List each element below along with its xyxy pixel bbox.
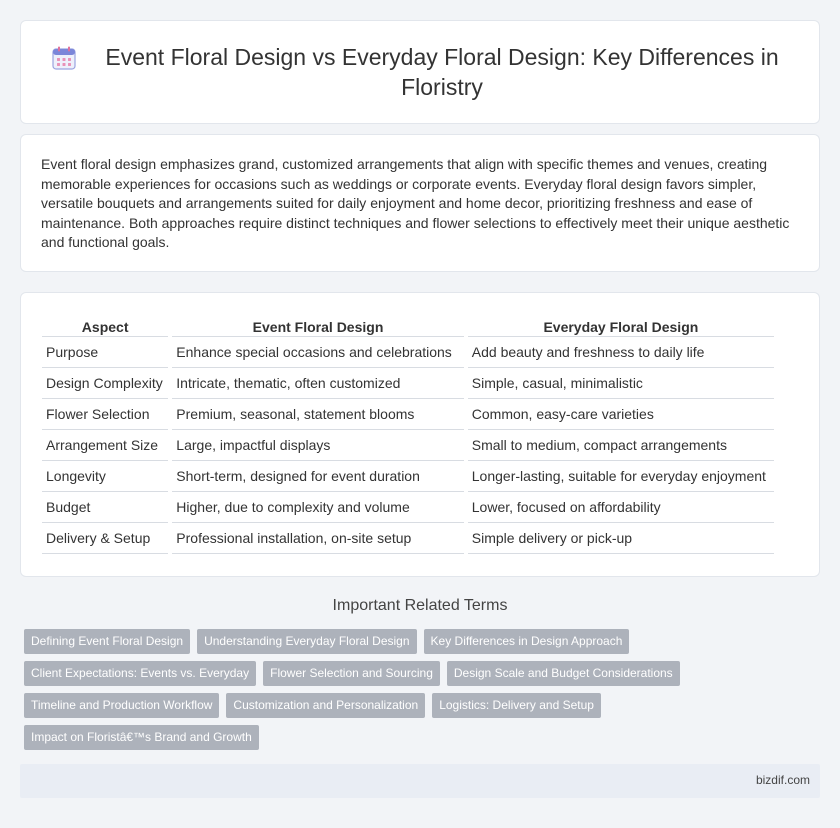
tag-link[interactable]: Key Differences in Design Approach [424,629,630,654]
table-cell: Lower, focused on affordability [468,492,774,523]
table-cell: Arrangement Size [42,430,168,461]
table-cell: Small to medium, compact arrangements [468,430,774,461]
column-header-aspect: Aspect [42,315,168,337]
table-cell: Add beauty and freshness to daily life [468,337,774,368]
table-cell: Intricate, thematic, often customized [172,368,463,399]
table-cell: Design Complexity [42,368,168,399]
table-row [42,368,774,399]
table-cell: Purpose [42,337,168,368]
comparison-table-card [20,292,820,577]
tag-link[interactable]: Client Expectations: Events vs. Everyday [24,661,256,686]
tag-link[interactable]: Impact on Floristâ€™s Brand and Growth [24,725,259,750]
table-cell: Higher, due to complexity and volume [172,492,463,523]
table-cell: Large, impactful displays [172,430,463,461]
related-terms-list [24,629,724,757]
table-cell: Delivery & Setup [42,523,168,554]
table-cell: Budget [42,492,168,523]
table-cell: Enhance special occasions and celebrations [172,337,463,368]
tag-row [24,629,724,654]
table-cell: Professional installation, on-site setup [172,523,463,554]
tag-link[interactable]: Defining Event Floral Design [24,629,190,654]
column-header-everyday: Everyday Floral Design [468,315,774,337]
table-cell: Premium, seasonal, statement blooms [172,399,463,430]
tag-row [24,725,724,750]
table-cell: Longevity [42,461,168,492]
intro-card [20,134,820,272]
tag-link[interactable]: Flower Selection and Sourcing [263,661,440,686]
table-row [42,492,774,523]
table-cell: Longer-lasting, suitable for everyday enjoyment [468,461,774,492]
header-card [20,20,820,124]
calendar-icon [51,45,77,71]
table-row [42,461,774,492]
table-header-row [42,315,774,337]
tag-link[interactable]: Timeline and Production Workflow [24,693,219,718]
table-cell: Flower Selection [42,399,168,430]
tag-row [24,693,724,718]
related-terms-title: Important Related Terms [332,597,508,614]
footer-site-link[interactable]: bizdif.com [755,773,810,787]
table-cell: Simple, casual, minimalistic [468,368,774,399]
table-cell: Simple delivery or pick-up [468,523,774,554]
page-title: Event Floral Design vs Everyday Floral Design: Key Differences in Floristry [105,44,779,100]
tag-link[interactable]: Design Scale and Budget Considerations [447,661,680,686]
column-header-event: Event Floral Design [172,315,463,337]
tag-row [24,661,724,686]
comparison-table [38,315,778,554]
table-cell: Common, easy-care varieties [468,399,774,430]
table-row [42,337,774,368]
table-row [42,430,774,461]
table-row [42,399,774,430]
table-row [42,523,774,554]
footer [20,764,820,798]
tag-link[interactable]: Understanding Everyday Floral Design [197,629,416,654]
table-cell: Short-term, designed for event duration [172,461,463,492]
tag-link[interactable]: Customization and Personalization [226,693,425,718]
intro-text: Event floral design emphasizes grand, customized arrangements that align with specific themes and venues, creating memorable experiences for occasions such as weddings or corporate events. Everyday floral design favors simpler, versatile bouquets and arrangements suited for daily enjoyment and home decor, prioritizing freshness and ease of maintenance. Both approaches require distinct techniques and flower selections to effectively meet their unique aesthetic and functional goals. [41,156,790,250]
tag-link[interactable]: Logistics: Delivery and Setup [432,693,601,718]
